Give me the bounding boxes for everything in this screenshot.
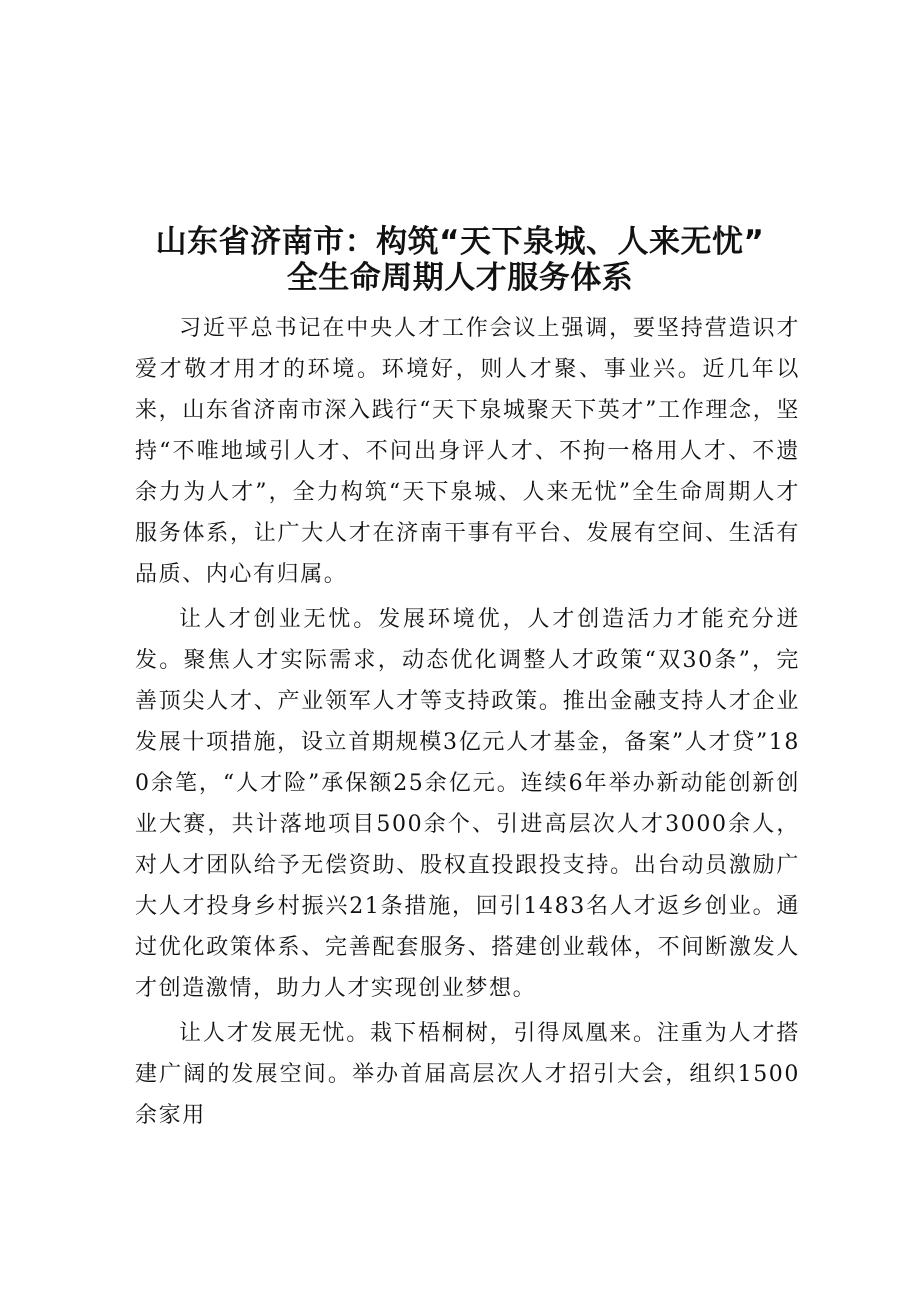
paragraph-intro: 习近平总书记在中央人才工作会议上强调，要坚持营造识才爱才敬才用才的环境。环境好，则人才聚、事业兴。近几年以来，山东省济南市深入践行“天下泉城聚天下英才”工作理念，坚持“不唯地域引人才、不问出身评人才、不拘一格用人才、不遗余力为人才”，全力构筑“天下泉城、人来无忧”全生命周期人才服务体系，让广大人才在济南干事有平台、发展有空间、生活有品质、内心有归属。: [135, 316, 800, 587]
document-title-line-1: 山东省济南市：构筑“天下泉城、人来无忧”: [155, 224, 765, 260]
document-title-line-2: 全生命周期人才服务体系: [286, 260, 634, 296]
paragraph-development: 让人才发展无忧。栽下梧桐树，引得凤凰来。注重为人才搭建广阔的发展空间。举办首届高层次人才招引大会，组织1500余家用: [135, 1021, 800, 1128]
paragraph-entrepreneurship: 让人才创业无忧。发展环境优，人才创造活力才能充分迸发。聚焦人才实际需求，动态优化调整人才政策“双30条”，完善顶尖人才、产业领军人才等支持政策。推出金融支持人才企业发展十项措施，设立首期规模3亿元人才基金，备案”人才贷”180余笔，“人才险”承保额25余亿元。连续6年举办新动能创新创业大赛，共计落地项目500余个、引进高层次人才3000余人，对人才团队给予无偿资助、股权直投跟投支持。出台动员激励广大人才投身乡村振兴21条措施，回引1483名人才返乡创业。通过优化政策体系、完善配套服务、搭建创业载体，不间断激发人才创造激情，助力人才实现创业梦想。: [135, 607, 800, 1001]
document-body: [135, 308, 800, 1140]
